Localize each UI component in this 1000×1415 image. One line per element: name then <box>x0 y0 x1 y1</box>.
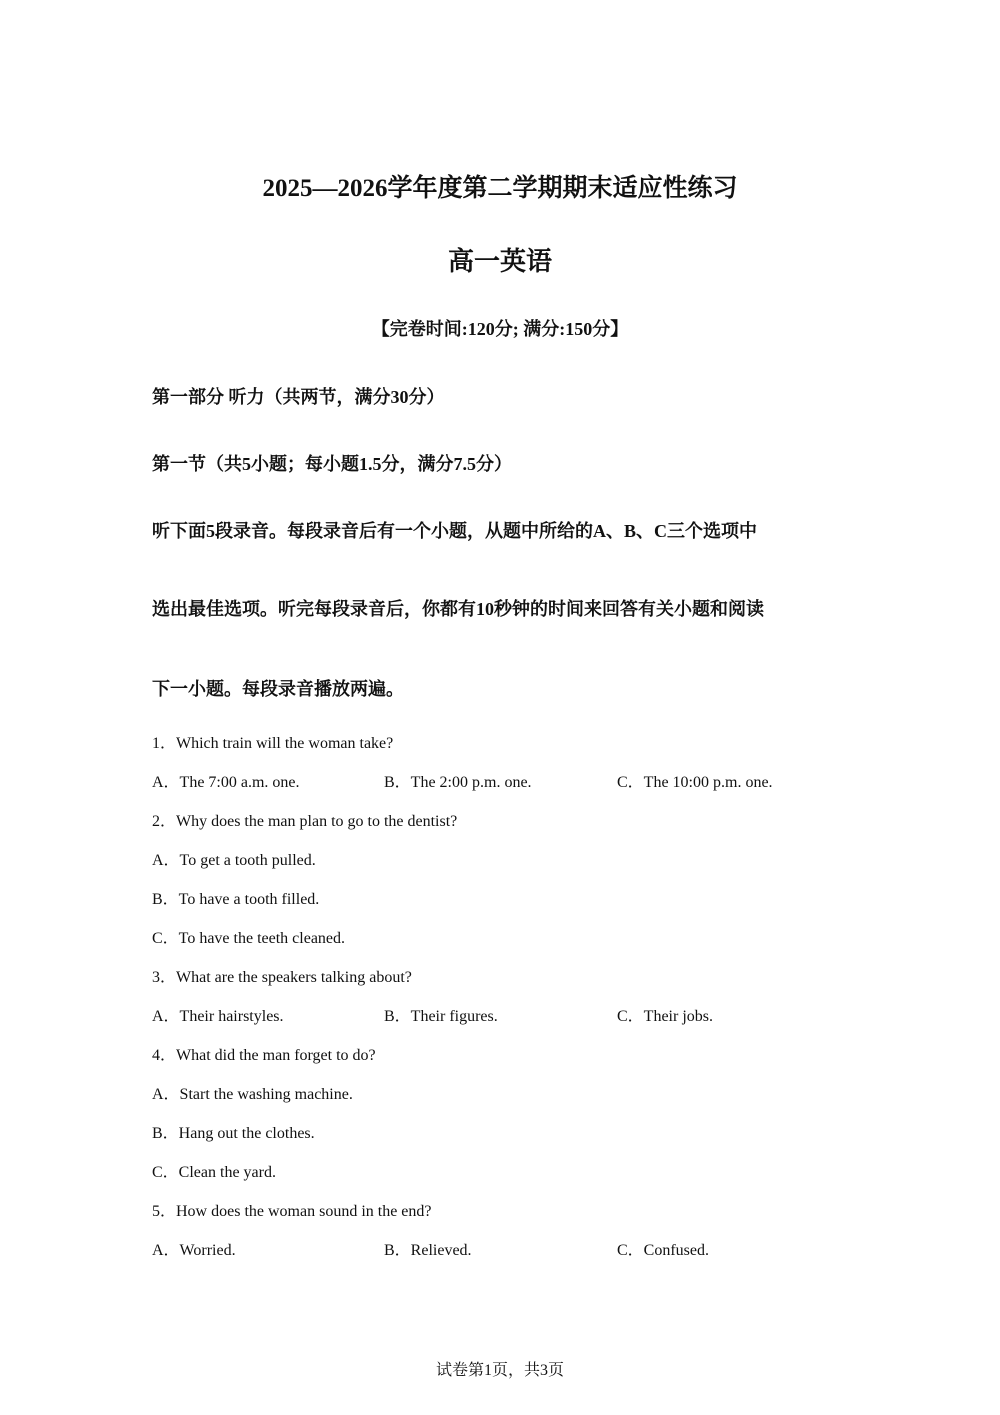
question-3-stem: 3．What are the speakers talking about? <box>152 969 412 986</box>
question-4-option-b: B．Hang out the clothes. <box>152 1125 315 1142</box>
question-3-option-c: C．Their jobs. <box>617 1008 713 1025</box>
section1-heading: 第一节（共5小题；每小题1.5分，满分7.5分） <box>152 454 512 474</box>
exam-info: 【完卷时间:120分; 满分:150分】 <box>371 319 629 339</box>
page-footer: 试卷第1页，共3页 <box>435 1362 564 1379</box>
question-5-option-b: B．Relieved. <box>384 1242 472 1259</box>
question-2-option-a: A．To get a tooth pulled. <box>152 852 316 869</box>
question-4-stem: 4．What did the man forget to do? <box>152 1047 376 1064</box>
question-5-option-a: A．Worried. <box>152 1242 236 1259</box>
question-3-option-b: B．Their figures. <box>384 1008 498 1025</box>
question-5-stem: 5．How does the woman sound in the end? <box>152 1203 432 1220</box>
question-1-option-b: B．The 2:00 p.m. one. <box>384 774 532 791</box>
exam-title: 2025—2026学年度第二学期期末适应性练习 <box>262 175 738 202</box>
subject-title: 高一英语 <box>447 247 552 276</box>
question-1-option-c: C．The 10:00 p.m. one. <box>617 774 773 791</box>
question-5-option-c: C．Confused. <box>617 1242 710 1259</box>
question-3-option-a: A．Their hairstyles. <box>152 1008 284 1025</box>
question-4-option-c: C．Clean the yard. <box>152 1164 276 1181</box>
question-1-option-a: A．The 7:00 a.m. one. <box>152 774 300 791</box>
question-1-stem: 1．Which train will the woman take? <box>152 735 394 752</box>
instruction-line-3: 下一小题。每段录音播放两遍。 <box>152 679 404 699</box>
question-2-stem: 2．Why does the man plan to go to the dentist? <box>152 813 458 830</box>
question-2-option-c: C．To have the teeth cleaned. <box>152 930 346 947</box>
instruction-line-2: 选出最佳选项。听完每段录音后，你都有10秒钟的时间来回答有关小题和阅读 <box>152 599 764 619</box>
question-2-option-b: B．To have a tooth filled. <box>152 891 320 908</box>
part1-heading: 第一部分 听力（共两节，满分30分） <box>152 387 445 407</box>
instruction-line-1: 听下面5段录音。每段录音后有一个小题，从题中所给的A、B、C三个选项中 <box>152 521 758 541</box>
question-4-option-a: A．Start the washing machine. <box>152 1086 353 1103</box>
